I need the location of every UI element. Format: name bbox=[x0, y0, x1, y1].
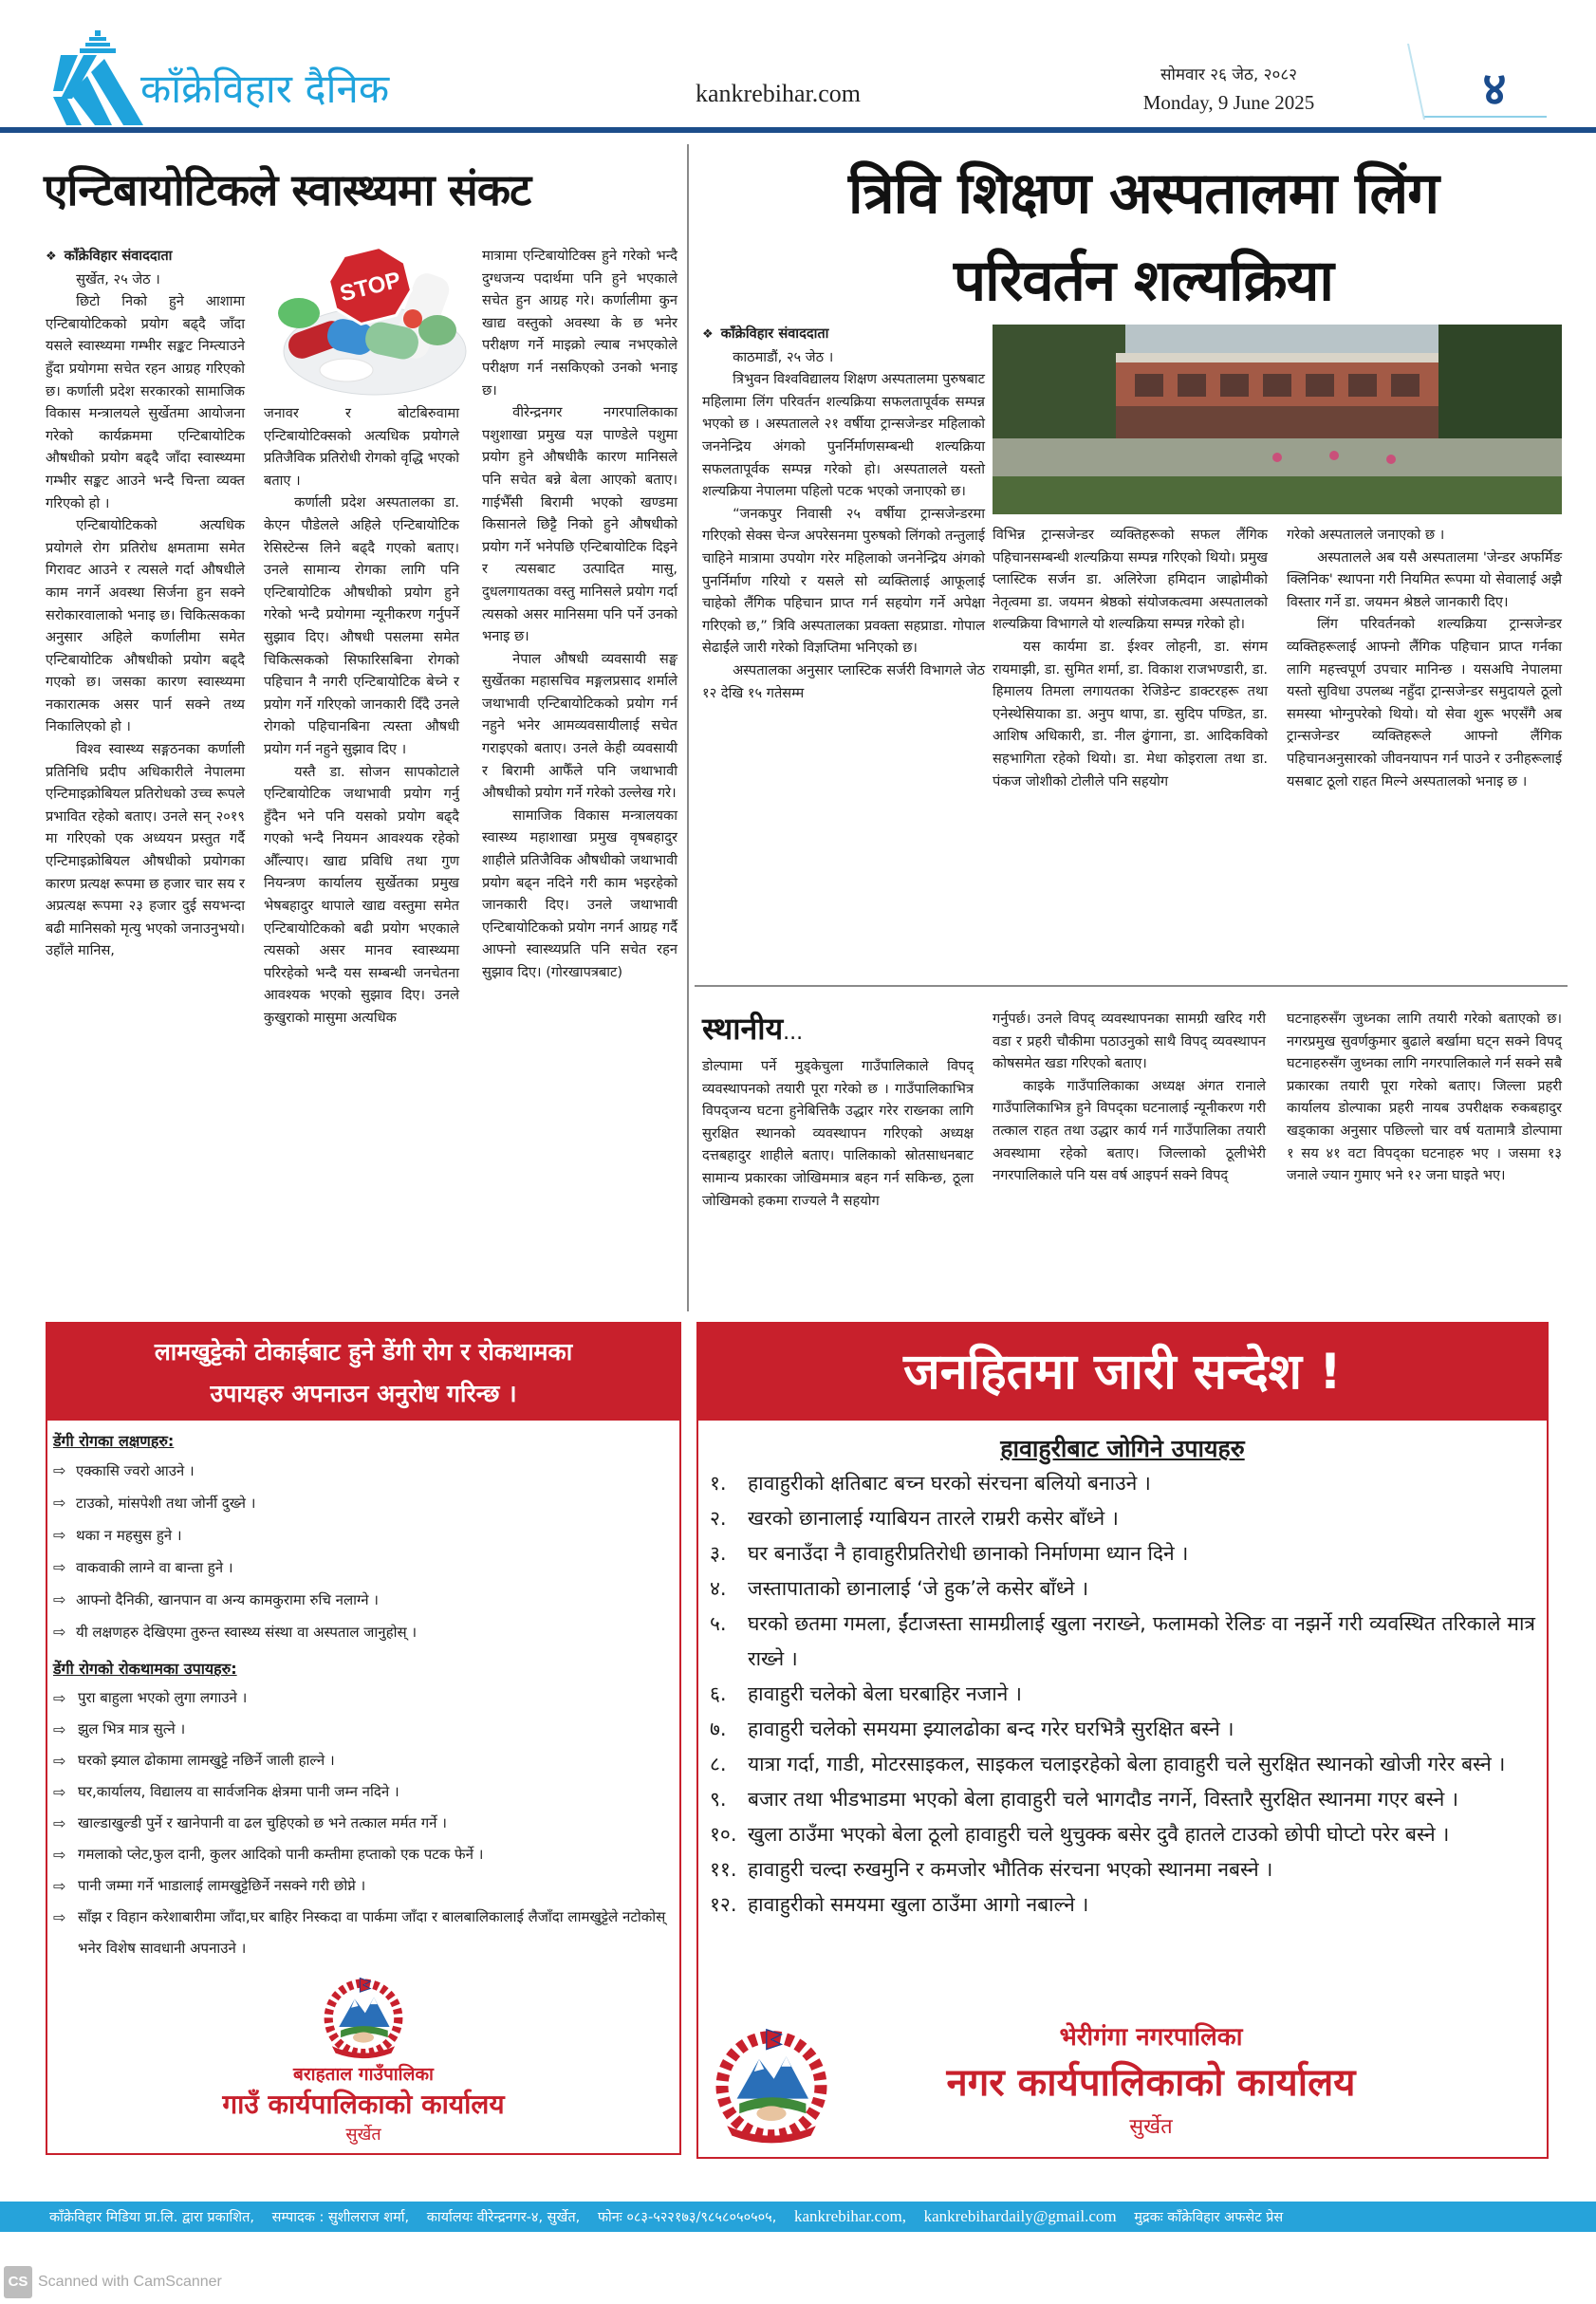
camscanner-badge-icon: CS bbox=[4, 2266, 32, 2298]
list-item-text: वाकवाकी लाग्ने वा बान्ता हुने । bbox=[76, 1559, 233, 1576]
masthead bbox=[0, 0, 1596, 133]
newspaper-name: काँक्रेविहार दैनिक bbox=[140, 65, 390, 112]
dateline: सुर्खेत, २५ जेठ । bbox=[76, 270, 160, 288]
date-english: Monday, 9 June 2025 bbox=[1142, 91, 1315, 114]
list-item-number: ६. bbox=[710, 1682, 727, 1705]
list-item bbox=[53, 1551, 674, 1584]
page-number: ४ bbox=[1482, 63, 1507, 116]
date-nepali: सोमवार २६ जेठ, २०८२ bbox=[1160, 65, 1297, 84]
list-item bbox=[710, 1677, 1535, 1712]
arrow-right-icon: ⇨ bbox=[53, 1752, 66, 1770]
paragraph: डोल्पामा पर्ने मुड्केचुला गाउँपालिकाले विपद् व्यवस्थापनको तयारी पूरा गरेको छ । गाउँपालिकाभित्र विपद्जन्य घटना हुनेबित्तिकै उद्धार गरेर राख्नका लागि सुरक्षित स्थानको व्यवस्थापन गरिएको अध्यक्ष दत्तबहादुर शाहीले बताए। पालिकाको स्रोतसाधनबाट सामान्य प्रकारका जोखिममात्र बहन गर्न सकिन्छ, ठूला जोखिमको हकमा राज्यले नै सहयोग bbox=[702, 1058, 974, 1209]
arrow-right-icon: ⇨ bbox=[53, 1623, 66, 1641]
list-item-text: घरको छतमा गमला, ईंटाजस्ता सामग्रीलाई खुला नराख्ने, फलामको रेलिङ वा नझर्ने गरी व्यवस्थित तरिकाले मात्र राख्ने । bbox=[748, 1612, 1535, 1670]
list-item bbox=[53, 1839, 674, 1870]
website-url[interactable]: kankrebihar.com bbox=[696, 80, 861, 107]
list-item bbox=[53, 1870, 674, 1902]
storm-safety-list bbox=[698, 1466, 1547, 1923]
footer-email[interactable]: kankrebihardaily@gmail.com bbox=[923, 2207, 1117, 2225]
arrow-right-icon: ⇨ bbox=[53, 1908, 66, 1926]
list-item-number: ८. bbox=[710, 1753, 727, 1775]
list-item-text: यात्रा गर्दा, गाडी, मोटरसाइकल, साइकल चलाइरहेको बेला हावाहुरी चले सुरक्षित स्थानको खोजी गरेर बस्ने । bbox=[748, 1753, 1506, 1775]
list-item bbox=[53, 1902, 674, 1964]
list-item bbox=[710, 1536, 1535, 1571]
list-item bbox=[53, 1519, 674, 1551]
arrow-right-icon: ⇨ bbox=[53, 1558, 66, 1576]
list-item-text: हावाहुरी चल्दा रुखमुनि र कमजोर भौतिक संरचना भएको स्थानमा नबस्ने । bbox=[748, 1858, 1273, 1881]
arrow-right-icon: ⇨ bbox=[53, 1720, 66, 1738]
list-item bbox=[710, 1712, 1535, 1747]
list-item-text: घरको झ्याल ढोकामा लामखुट्टे नछिर्ने जाली हाल्ने । bbox=[78, 1752, 335, 1769]
paragraph: मात्रामा एन्टिबायोटिक्स हुने गरेको भन्दै दुग्धजन्य पदार्थमा पनि हुने भएकाले सचेत हुन आग्रह गरे। कर्णालीमा कुन खाद्य वस्तुको अवस्था के छ भनेर परीक्षण गर्ने माइक्रो ल्याब नभएकोले परीक्षण गर्न नसकिएको उनको भनाइ छ। bbox=[482, 248, 677, 399]
list-item bbox=[53, 1714, 674, 1745]
list-item-text: पुरा बाहुला भएको लुगा लगाउने । bbox=[78, 1689, 248, 1706]
nepal-emblem-icon bbox=[320, 1973, 407, 2060]
arrow-right-icon: ⇨ bbox=[53, 1461, 66, 1479]
paragraph: विभिन्न ट्रान्सजेन्डर व्यक्तिहरूको सफल लैंगिक पहिचानसम्बन्धी शल्यक्रिया सम्पन्न गरिएको थियो। प्रमुख प्लास्टिक सर्जन डा. अलिरेजा हमिदान जाह्रोमीको नेतृत्वमा डा. जयमन श्रेष्ठको संयोजकत्वमा अस्पतालको शल्यक्रिया विभागले यो शल्यक्रिया सम्पन्न गरेको हो। bbox=[993, 527, 1268, 633]
list-item-number: १२. bbox=[710, 1893, 737, 1916]
article-hospital-column-3 bbox=[1287, 524, 1562, 792]
arrow-right-icon: ⇨ bbox=[53, 1526, 66, 1544]
list-item bbox=[710, 1501, 1535, 1536]
list-item bbox=[710, 1782, 1535, 1817]
footer-printer: मुद्रकः काँक्रेविहार अफसेट प्रेस bbox=[1134, 2210, 1284, 2225]
list-item bbox=[710, 1571, 1535, 1607]
publisher-footer bbox=[0, 2202, 1596, 2232]
paragraph: छिटो निको हुने आशामा एन्टिबायोटिकको प्रयोग बढ्दै जाँदा यसले स्वास्थ्यमा गम्भीर सङ्कट निम्त्याउने हुँदा प्रयोगमा सचेत रहन आग्रह गरिएको छ। कर्णाली प्रदेश सरकारको सामाजिक विकास मन्त्रालयले सुर्खेतमा आयोजना गरेको कार्यक्रममा एन्टिबायोटिक औषधीको प्रयोग बढ्दै जाँदा स्वास्थ्यमा गम्भीर सङ्कट आउने भन्दै चिन्ता व्यक्त गरिएको हो । bbox=[46, 293, 245, 511]
paragraph: नेपाल औषधी व्यवसायी सङ्घ सुर्खेतका महासचिव मङ्गलप्रसाद शर्माले जथाभावी एन्टिबायोटिकको प्रयोग गर्न नहुने भनेर आमव्यवसायीलाई सचेत गराइएको बताए। उनले केही व्यवसायी र बिरामी आफैँले पनि जथाभावी औषधीको प्रयोग गर्ने गरेको उल्लेख गरे। bbox=[482, 650, 677, 802]
list-item-number: ९. bbox=[710, 1788, 727, 1811]
stop-sign-label: STOP bbox=[337, 267, 404, 307]
list-item-text: जस्तापाताको छानालाई ‘जे हुक’ले कसेर बाँध्ने । bbox=[748, 1577, 1089, 1600]
footer-phone: फोनः ०८३-५२२१७३/९८५८०५०५०५, bbox=[597, 2210, 777, 2225]
paragraph: कर्णाली प्रदेश अस्पतालका डा. केएन पौडेलले अहिले एन्टिबायोटिक रेसिस्टेन्स लिने बढ्दै गएको बताए। उनले सामान्य रोगका लागि पनि एन्टिबायोटिक औषधीको प्रयोग हुने गरेको भन्दै प्रयोगमा न्यूनीकरण गर्नुपर्ने सुझाव दिए। औषधी पसलमा समेत चिकित्सकको सिफारिसबिना रोगको पहिचान नै नगरी एन्टिबायोटिक बेच्ने र प्रयोग गर्ने गरिएको जानकारी दिँदै उनले रोगको पहिचानबिना त्यस्ता औषधी प्रयोग गर्न नहुने सुझाव दिए । bbox=[264, 494, 459, 757]
arrow-right-icon: ⇨ bbox=[53, 1846, 66, 1864]
list-item-text: थका न महसुस हुने । bbox=[76, 1527, 182, 1544]
dateline: काठमाडौं, २५ जेठ । bbox=[733, 348, 834, 365]
article-hospital-column-2 bbox=[993, 524, 1268, 792]
paragraph: अस्पतालले अब यसै अस्पतालमा 'जेन्डर अफर्मिङ क्लिनिक' स्थापना गरी नियमित रूपमा यो सेवालाई अझै विस्तार गर्ने डा. जयमन श्रेष्ठले जानकारी दिए। bbox=[1287, 548, 1562, 610]
newspaper-logo-icon bbox=[53, 30, 143, 125]
arrow-right-icon: ⇨ bbox=[53, 1590, 66, 1608]
paragraph: “जनकपुर निवासी २५ वर्षीया ट्रान्सजेन्डरमा गरिएको सेक्स चेन्ज अपरेसनमा पुरुषको लिंगको तन्तुलाई चाहिने मात्रामा उपयोग गरेर महिलाको जननेन्द्रिय अंगको पुनर्निर्माण गरियो र यसले सो व्यक्तिलाई आफूलाई चाहेको लैंगिक पहिचान प्राप्त गर्न सहयोग गर्ने अपेक्षा गरिएको छ,” त्रिवि अस्पतालका प्रवक्ता सहप्राडा. गोपाल सेढाईंले जारी गरेको विज्ञप्तिमा भनिएको छ। bbox=[702, 505, 985, 657]
list-item-text: गमलाको प्लेट,फुल दानी, कुलर आदिको पानी कम्तीमा हप्ताको एक पटक फेर्ने । bbox=[78, 1846, 484, 1863]
list-item-number: १०. bbox=[710, 1823, 737, 1846]
list-item-number: २. bbox=[710, 1507, 727, 1530]
list-item-text: साँझ र विहान करेशाबारीमा जाँदा,घर बाहिर निस्कदा वा पार्कमा जाँदा र बालबालिकालाई लैजाँदा लामखुट्टेले नटोकोस् भनेर विशेष सावधानी अपनाउने । bbox=[78, 1908, 666, 1957]
prevention-list bbox=[53, 1682, 674, 1964]
local-news-column-1 bbox=[702, 1055, 974, 1212]
list-item-text: बजार तथा भीडभाडमा भएको बेला हावाहुरी चले भागदौड नगर्ने, विस्तारै सुरक्षित स्थानमा गएर बस्ने । bbox=[748, 1788, 1458, 1811]
list-item-text: घर बनाउँदा नै हावाहुरीप्रतिरोधी छानाको निर्माणमा ध्यान दिने । bbox=[748, 1542, 1189, 1565]
arrow-right-icon: ⇨ bbox=[53, 1877, 66, 1895]
article-antibiotics-headline: एन्टिबायोटिकले स्वास्थ्यमा संकट bbox=[44, 164, 531, 215]
paragraph: एन्टिबायोटिकको अत्यधिक प्रयोगले रोग प्रतिरोध क्षमतामा समेत गिरावट आउने र त्यसले गर्दा औषधीले काम नगर्ने अवस्था सिर्जना हुन सक्ने सरोकारवालाको भनाइ छ। चिकित्सकका अनुसार अहिले कर्णालीमा समेत एन्टिबायोटिक औषधीको प्रयोग बढ्दै गएको छ। जसका कारण स्वास्थ्यमा नकारात्मक असर पार्न सक्ने तथ्य निकालिएको हो । bbox=[46, 517, 245, 735]
page-number-box bbox=[1423, 49, 1547, 118]
arrow-right-icon: ⇨ bbox=[53, 1814, 66, 1832]
paragraph: यस्तै डा. सोजन सापकोटाले एन्टिबायोटिक जथाभावी प्रयोग गर्नु हुँदैन भने पनि यसको प्रयोग बढ्दै गएको भन्दै नियमन आवश्यक रहेको औँल्याए। खाद्य प्रविधि तथा गुण नियन्त्रण कार्यालय सुर्खेतका प्रमुख भेषबहादुर थापाले खाद्य वस्तुमा समेत एन्टिबायोटिकको बढी प्रयोग भएकाले त्यसको असर मानव स्वास्थ्यमा परिरहेको भन्दै यस सम्बन्धी जनचेतना आवश्यक भएको सुझाव दिए। उनले कुखुराको मासुमा अत्यधिक bbox=[264, 763, 459, 1027]
list-item bbox=[710, 1887, 1535, 1923]
list-item bbox=[53, 1808, 674, 1839]
prevention-heading: डेंगी रोगको रोकथामका उपायहरु: bbox=[53, 1660, 237, 1678]
paragraph: काइके गाउँपालिकाका अध्यक्ष अंगत रानाले गाउँपालिकाभित्र हुने विपद्का घटनालाई न्यूनीकरण गरी तत्काल राहत तथा उद्धार कार्य गर्न गाउँपालिका तयारी अवस्थामा रहेको बताए। जिल्लाको ठूलीभेरी नगरपालिकाले पनि यस वर्ष आइपर्न सक्ने विपद् bbox=[993, 1077, 1266, 1184]
column-divider bbox=[687, 144, 689, 1311]
pills-stop-sign-image bbox=[270, 245, 477, 399]
section-divider bbox=[695, 985, 1568, 987]
list-item bbox=[53, 1584, 674, 1616]
paragraph: गरेको अस्पतालले जनाएको छ । bbox=[1287, 527, 1445, 543]
list-item-text: एक्कासि ज्वरो आउने । bbox=[76, 1462, 195, 1479]
paragraph: सामाजिक विकास मन्त्रालयका स्वास्थ्य महाशाखा प्रमुख वृषबहादुर शाहीले प्रतिजैविक औषधीको जथाभावी प्रयोग बढ्न नदिने गरी काम भइरहेको जानकारी दिए। उनले जथाभावी एन्टिबायोटिकको प्रयोग नगर्न आग्रह गर्दै आफ्नो स्वास्थ्यप्रति पनि सचेत रहन सुझाव दिए। (गोरखापत्रबाट) bbox=[482, 807, 677, 980]
dengue-ad-issuer: बराहताल गाउँपालिका गाउँ कार्यपालिकाको कार्यालय सुर्खेत bbox=[47, 1973, 679, 2147]
list-item-text: हावाहुरीको समयमा खुला ठाउँमा आगो नबाल्ने । bbox=[748, 1893, 1089, 1916]
diamond-bullet-icon: ❖ bbox=[702, 327, 714, 342]
local-news-heading: स्थानीय... bbox=[702, 1011, 804, 1047]
list-item-text: खुला ठाउँमा भएको बेला ठूलो हावाहुरी चले थुचुक्क बसेर दुवै हातले टाउको छोपी घोप्टो परेर बस्ने । bbox=[748, 1823, 1450, 1846]
list-item-text: झुल भित्र मात्र सुत्ने । bbox=[78, 1720, 186, 1737]
dengue-ad-headline: लामखुट्टेको टोकाईबाट हुने डेंगी रोग र रोकथामका उपायहरु अपनाउन अनुरोध गरिन्छ । bbox=[47, 1324, 679, 1421]
article-antibiotics-column-3 bbox=[482, 245, 677, 984]
arrow-right-icon: ⇨ bbox=[53, 1689, 66, 1707]
storm-ad-headline: जनहितमा जारी सन्देश ! bbox=[698, 1324, 1547, 1421]
list-item bbox=[53, 1616, 674, 1648]
list-item-text: हावाहुरी चलेको समयमा झ्यालढोका बन्द गरेर घरभित्रै सुरक्षित बस्ने । bbox=[748, 1718, 1234, 1740]
hospital-building-photo bbox=[993, 325, 1562, 514]
camscanner-watermark: CS Scanned with CamScanner bbox=[4, 2266, 222, 2298]
footer-website[interactable]: kankrebihar.com, bbox=[793, 2207, 906, 2225]
list-item-text: हावाहुरी चलेको बेला घरबाहिर नजाने । bbox=[748, 1682, 1022, 1705]
list-item-number: ५. bbox=[710, 1612, 727, 1635]
footer-office: कार्यालयः वीरेन्द्रनगर-४, सुर्खेत, bbox=[426, 2210, 581, 2225]
article-hospital-headline: त्रिवि शिक्षण अस्पतालमा लिंग परिवर्तन शल्यक्रिया bbox=[847, 160, 1439, 314]
windstorm-safety-ad bbox=[696, 1322, 1549, 2159]
paragraph: यस कार्यमा डा. ईश्वर लोहनी, डा. संगम रायमाझी, डा. सुमित शर्मा, डा. विकाश राजभण्डारी, डा. हिमालय तिमला लगायतका रेजिडेन्ट डाक्टरहरू तथा एनेस्थेसियाका डा. अनुप थापा, डा. सुदिप पण्डित, डा. आशिष अधिकारी, डा. नील ढुंगाना, डा. आदिकविको सहभागिता रहेको थियो। डा. मेधा कोइराला तथा डा. पंकज जोशीको टोलीले पनि सहयोग bbox=[993, 638, 1268, 790]
masthead-rule bbox=[0, 127, 1596, 133]
article-antibiotics-column-2 bbox=[264, 402, 459, 1030]
byline: ❖ काँक्रेविहार संवाददाता bbox=[46, 248, 173, 264]
paragraph: त्रिभुवन विश्वविद्यालय शिक्षण अस्पतालमा पुरुषबाट महिलामा लिंग परिवर्तन शल्यक्रिया सफलतापूर्वक सम्पन्न भएको छ । अस्पतालले २१ वर्षीया ट्रान्सजेन्डर महिलाको जननेन्द्रिय अंगको पुनर्निर्माणसम्बन्धी शल्यक्रिया सफलतापूर्वक सम्पन्न गरेको हो। अस्पतालले यस्तो शल्यक्रिया नेपालमा पहिलो पटक भएको जनाएको छ। bbox=[702, 371, 985, 500]
article-hospital-column-1 bbox=[702, 323, 985, 704]
paragraph: लिंग परिवर्तनको शल्यक्रिया ट्रान्सजेन्डर व्यक्तिहरूलाई आफ्नो लैंगिक पहिचान प्राप्त गर्नका लागि महत्त्वपूर्ण उपचार मानिन्छ । यसअघि नेपालमा यस्तो सुविधा उपलब्ध नहुँदा ट्रान्सजेन्डर समुदायले ठूलो समस्या भोग्नुपरेको थियो। यो सेवा शुरू भएसँगै अब ट्रान्सजेन्डर व्यक्तिहरूले आफ्नो लैंगिक पहिचानअनुसारको जीवनयापन गर्न पाउने र उनीहरूलाई यसबाट ठूलो राहत मिल्ने अस्पतालको भनाइ छ । bbox=[1287, 616, 1562, 790]
arrow-right-icon: ⇨ bbox=[53, 1494, 66, 1512]
list-item-text: खाल्डाखुल्डी पुर्ने र खानेपानी वा ढल चुहिएको छ भने तत्काल मर्मत गर्ने । bbox=[78, 1814, 447, 1831]
list-item-text: आफ्नो दैनिकी, खानपान वा अन्य कामकुरामा रुचि नलाग्ने । bbox=[76, 1591, 379, 1608]
list-item bbox=[53, 1487, 674, 1519]
list-item bbox=[710, 1852, 1535, 1887]
dengue-awareness-ad bbox=[46, 1322, 681, 2155]
arrow-right-icon: ⇨ bbox=[53, 1783, 66, 1801]
list-item bbox=[53, 1682, 674, 1714]
list-item-number: ७. bbox=[710, 1718, 727, 1740]
list-item bbox=[710, 1466, 1535, 1501]
article-antibiotics-column-1 bbox=[46, 245, 245, 962]
list-item bbox=[710, 1607, 1535, 1677]
storm-ad-subheading: हावाहुरीबाट जोगिने उपायहरु bbox=[1000, 1435, 1245, 1462]
list-item-text: पानी जम्मा गर्ने भाडालाई लामखुट्टेछिर्ने नसक्ने गरी छोप्ने । bbox=[78, 1877, 366, 1894]
local-news-column-2 bbox=[993, 1008, 1266, 1187]
list-item bbox=[710, 1817, 1535, 1852]
byline: ❖ काँक्रेविहार संवाददाता bbox=[702, 325, 829, 342]
paragraph: जनावर र बोटबिरुवामा एन्टिबायोटिक्सको अत्यधिक प्रयोगले प्रतिजैविक प्रतिरोधी रोगको वृद्धि भएको बताए । bbox=[264, 405, 459, 489]
list-item-text: घर,कार्यालय, विद्यालय वा सार्वजनिक क्षेत्रमा पानी जम्न नदिने । bbox=[78, 1783, 399, 1800]
list-item bbox=[53, 1776, 674, 1808]
list-item-number: १. bbox=[710, 1472, 727, 1495]
list-item bbox=[53, 1455, 674, 1487]
paragraph: विश्व स्वास्थ्य सङ्गठनका कर्णाली प्रतिनिधि प्रदीप अधिकारीले नेपालमा एन्टिमाइक्रोबियल प्रतिरोधको उच्च रूपले प्रभावित रहेको बताए। उनले सन् २०१९ मा गरिएको एक अध्ययन प्रस्तुत गर्दै एन्टिमाइक्रोबियल औषधीको प्रयोगका कारण प्रत्यक्ष रूपमा छ हजार चार सय र अप्रत्यक्ष रूपमा २३ हजार दुई सयभन्दा बढी मानिसको मृत्यु भएको जनाउनुभयो। उहाँले मानिस, bbox=[46, 741, 245, 959]
list-item-number: ११. bbox=[710, 1858, 737, 1881]
local-news-column-3 bbox=[1287, 1008, 1562, 1187]
list-item-text: टाउको, मांसपेशी तथा जोर्नी दुख्ने । bbox=[76, 1495, 256, 1512]
list-item-text: हावाहुरीको क्षतिबाट बच्न घरको संरचना बलियो बनाउने । bbox=[748, 1472, 1151, 1495]
list-item-number: ४. bbox=[710, 1577, 727, 1600]
symptoms-list bbox=[53, 1455, 674, 1648]
symptoms-heading: डेंगी रोगका लक्षणहरु: bbox=[53, 1432, 175, 1450]
list-item-text: यी लक्षणहरु देखिएमा तुरुन्त स्वास्थ्य संस्था वा अस्पताल जानुहोस् । bbox=[76, 1624, 418, 1641]
list-item bbox=[53, 1745, 674, 1776]
list-item-number: ३. bbox=[710, 1542, 727, 1565]
list-item-text: खरको छानालाई ग्याबियन तारले राम्ररी कसेर बाँध्ने । bbox=[748, 1507, 1119, 1530]
footer-editor: सम्पादक : सुशीलराज शर्मा, bbox=[271, 2210, 410, 2225]
paragraph: वीरेन्द्रनगर नगरपालिकाका पशुशाखा प्रमुख यज्ञ पाण्डेले पशुमा प्रयोग हुने औषधीकै कारण मानिसले पनि सचेत बन्ने बेला आएको बताए। गाईभैँसी बिरामी भएको खण्डमा किसानले छिट्टै निको हुने औषधीको प्रयोग गर्ने भनेपछि एन्टिबायोटिक दिइने र त्यसबाट उत्पादित मासु, दुधलगायतका वस्तु मानिसले प्रयोग गर्दा त्यसको असर मानिसमा पनि पर्ने उनको भनाइ छ। bbox=[482, 404, 677, 645]
paragraph: अस्पतालका अनुसार प्लास्टिक सर्जरी विभागले जेठ १२ देखि १५ गतेसम्म bbox=[702, 661, 985, 701]
paragraph: घटनाहरुसँग जुध्नका लागि तयारी गरेको बताएको छ। नगरप्रमुख सुवर्णकुमार बुढाले बर्खामा घट्न सक्ने विपद् घटनाहरुसँग जुध्नका लागि नगरपालिकाले गर्न सक्ने सबै प्रकारका तयारी पूरा गरेको बताए। जिल्ला प्रहरी कार्यालय डोल्पाका प्रहरी नायब उपरीक्षक रुकबहादुर खड्काका अनुसार पछिल्लो चार वर्ष यतामात्रै डोल्पामा १ सय ४१ वटा विपद्का घटनाहरु भए । जसमा १३ जनाले ज्यान गुमाए भने १२ जना घाइते भए। bbox=[1287, 1011, 1562, 1184]
diamond-bullet-icon: ❖ bbox=[46, 250, 57, 264]
storm-ad-issuer: भेरीगंगा नगरपालिका नगर कार्यपालिकाको कार्यालय सुर्खेत bbox=[698, 2018, 1547, 2151]
list-item bbox=[710, 1747, 1535, 1782]
footer-publisher: काँक्रेविहार मिडिया प्रा.लि. द्वारा प्रकाशित, bbox=[49, 2210, 254, 2225]
paragraph: गर्नुपर्छ। उनले विपद् व्यवस्थापनका सामग्री खरिद गरी वडा र प्रहरी चौकीमा पठाउनुको साथै विपद् व्यवस्थापन कोषसमेत खडा गरिएको बताए। bbox=[993, 1011, 1266, 1072]
